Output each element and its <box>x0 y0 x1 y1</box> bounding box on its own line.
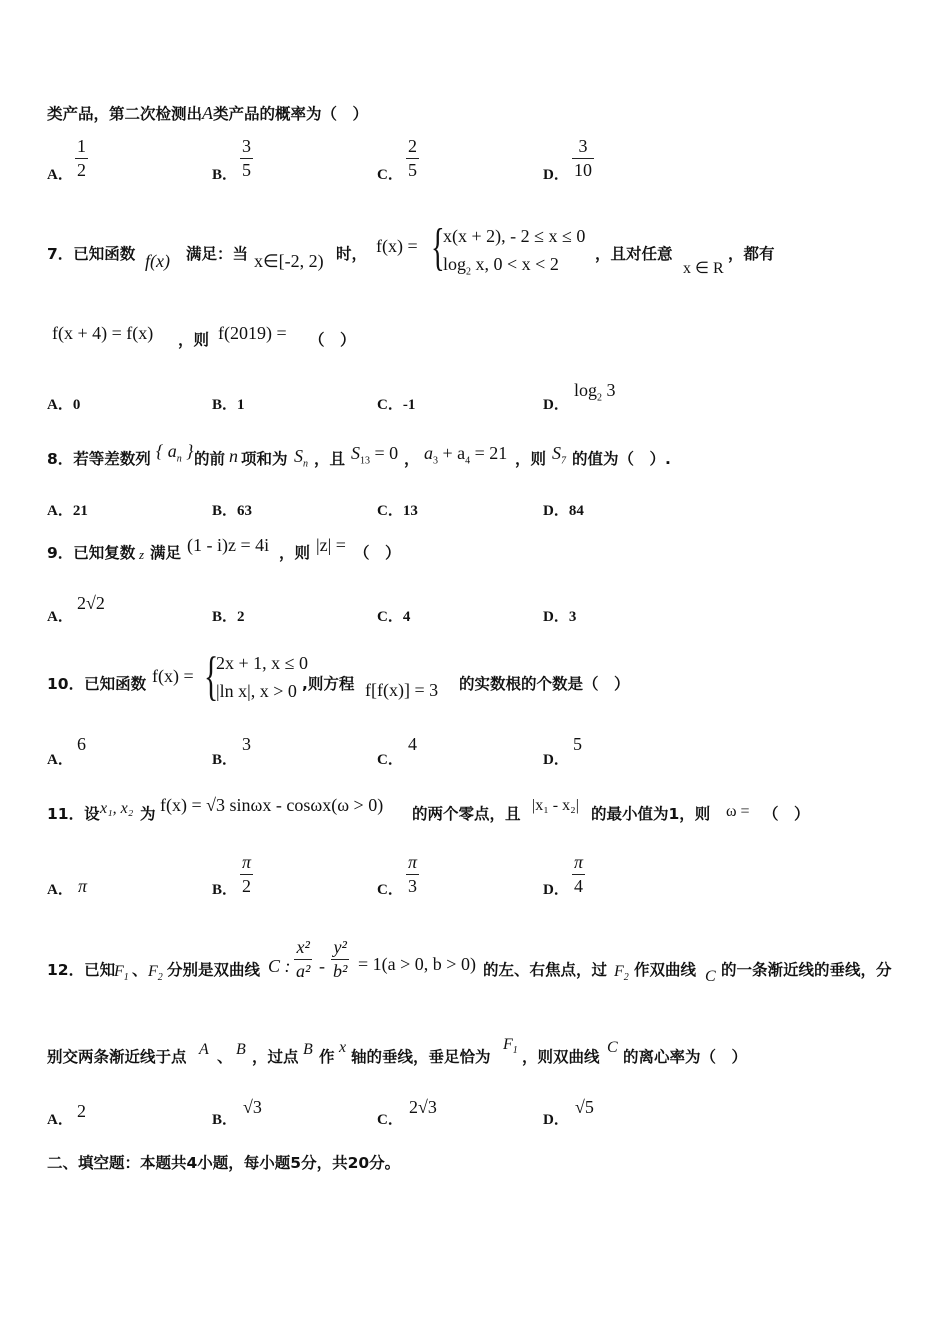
q6-option-a-value: 1 2 <box>77 136 86 180</box>
q12-rhs: = 1(a > 0, b > 0) <box>358 954 476 974</box>
q8-then: ，则 <box>515 450 547 468</box>
q12-bb: B <box>303 1041 313 1058</box>
q10-mid: ,则方程 <box>302 675 355 693</box>
q8-s7: $S_7$ <box>552 443 566 467</box>
q12-sep: 、 <box>132 961 148 979</box>
q8-n: n <box>229 446 238 466</box>
q11-omega: ω = <box>726 803 750 820</box>
q12-option-d-label: D． <box>543 1112 569 1128</box>
q9-option-d: D．3 <box>543 609 577 625</box>
q12-option-c-label: C． <box>377 1112 403 1128</box>
q8-option-d: D．84 <box>543 503 584 519</box>
q9-satisfies: 满足 <box>150 544 182 562</box>
q12-resp: 分别是双曲线 <box>167 961 261 979</box>
q10-tail: 的实数根的个数是（ ） <box>459 675 630 693</box>
q12-option-a-value: 2 <box>77 1101 86 1121</box>
q10-brace: { <box>204 646 219 706</box>
q12-c: C : <box>268 956 291 976</box>
q12-f1b: $F_1$ <box>503 1036 518 1057</box>
q10-option-b-value: 3 <box>242 734 251 754</box>
q10-option-d-label: D． <box>543 752 569 768</box>
q7-option-d-label: D． <box>543 397 569 413</box>
q6-option-b-label: B． <box>212 167 238 183</box>
q9-z: z <box>139 547 145 562</box>
q7-case2: $\log_2 x$, 0 < x < 2 <box>443 253 559 278</box>
q7-have: ，都有 <box>728 245 775 263</box>
q12-b: B <box>236 1041 246 1058</box>
q7-domain: x∈[-2, 2) <box>254 251 324 271</box>
q12-pass: ，过点 <box>252 1048 299 1066</box>
q9-option-a-value: 2√2 <box>77 593 105 613</box>
q8-sn: $S_n$ <box>294 446 308 470</box>
section-2-heading: 二、填空题：本题共4小题，每小题5分，共20分。 <box>47 1154 401 1172</box>
q8-comma: ， <box>404 450 420 468</box>
q10-option-b-label: B． <box>212 752 238 768</box>
q12-option-b-value: √3 <box>243 1097 262 1117</box>
q8-prefix: 8．若等差数列 <box>47 450 151 468</box>
q9-paren: （ ） <box>354 544 401 562</box>
q12-option-c-value: 2√3 <box>409 1097 437 1117</box>
q12-make2: 作 <box>319 1048 335 1066</box>
q10-option-c-label: C． <box>377 752 403 768</box>
q8-sumof: 项和为 <box>241 450 288 468</box>
q7-then: ，则 <box>178 331 210 349</box>
q8-cond2: $a_3 + a_4 = 21$ <box>424 443 508 467</box>
q11-option-d-label: D． <box>543 882 569 898</box>
q9-option-c: C．4 <box>377 609 411 625</box>
q12-option-d-value: √5 <box>575 1097 594 1117</box>
q12-cc: C <box>607 1039 618 1056</box>
q12-x: x <box>339 1039 347 1056</box>
q11-mid: 的两个零点，且 <box>412 805 521 823</box>
q11-tail: 的最小值为1，则 <box>591 805 711 823</box>
q6-option-b-value: 3 5 <box>242 136 251 180</box>
q10-case1: 2x + 1, x ≤ 0 <box>216 653 309 673</box>
q8-option-a: A．21 <box>47 503 88 519</box>
q7-fx: f(x) <box>145 251 170 271</box>
q12-axis: 轴的垂线，垂足恰为 <box>351 1048 491 1066</box>
q6-option-a-label: A． <box>47 167 73 183</box>
q10-option-d-value: 5 <box>573 734 582 754</box>
q12-f1: $F_1$ <box>114 963 129 984</box>
q7-periodic: f(x + 4) = f(x) <box>52 323 154 343</box>
q12-f2: $F_2$ <box>148 963 163 984</box>
q12-x2-over-a2: x² a² <box>296 937 311 981</box>
q9-eq: (1 - i)z = 4i <box>187 535 270 555</box>
q7-option-c: C．-1 <box>377 397 416 413</box>
q12-make: 作双曲线 <box>634 961 697 979</box>
q9-abs: |z| = <box>316 535 346 555</box>
q7-def-lhs: f(x) = <box>376 236 418 256</box>
q7-when: 时， <box>336 245 368 263</box>
q7-brace: { <box>431 219 445 276</box>
q8-and: ，且 <box>314 450 346 468</box>
q11-option-d-value: π 4 <box>574 852 584 896</box>
q12-then: ，则双曲线 <box>522 1048 600 1066</box>
q11-func: f(x) = √3 sinωx - cosωx(ω > 0) <box>160 795 384 815</box>
q6-option-d-label: D． <box>543 167 569 183</box>
q12-ecc: 的离心率为（ ） <box>623 1048 748 1066</box>
q12-cb: C <box>705 968 716 985</box>
q11-option-a-label: A． <box>47 882 73 898</box>
q7-case1: x(x + 2), - 2 ≤ x ≤ 0 <box>443 226 586 246</box>
q11-vars: x₁, x₂ <box>100 800 134 817</box>
q8-option-c: C．13 <box>377 503 418 519</box>
q12-minus: - <box>319 956 325 976</box>
q9-option-a-label: A． <box>47 609 73 625</box>
q7-option-d-value: $\log_2 3$ <box>574 380 616 404</box>
q12-line2-a: 别交两条渐近线于点 <box>47 1048 187 1066</box>
q12-option-a-label: A． <box>47 1112 73 1128</box>
q6-option-c-value: 2 5 <box>408 136 417 180</box>
q7-satisfies: 满足：当 <box>186 245 249 263</box>
q10-cases <box>216 650 308 706</box>
q11-option-a-value: π <box>78 876 88 896</box>
q11-paren: （ ） <box>763 805 810 823</box>
q10-option-a-value: 6 <box>77 734 86 754</box>
q12-prefix: 12．已知 <box>47 961 116 979</box>
q11-option-c-label: C． <box>377 882 403 898</box>
q8-tail: 的值为（ ）. <box>572 450 671 468</box>
q12-sep2: 、 <box>217 1048 233 1066</box>
q11-is: 为 <box>140 805 156 823</box>
q10-lhs: f(x) = <box>152 666 194 686</box>
q8-seq: { $a_n$ } <box>156 441 194 465</box>
q8-cond1: $S_{13} = 0$ <box>351 443 399 467</box>
q10-option-c-value: 4 <box>408 734 417 754</box>
q7-paren: （ ） <box>309 331 356 349</box>
q12-f2b: $F_2$ <box>614 963 629 984</box>
q6-stem: 类产品，第二次检测出A类产品的概率为（ ） <box>47 103 369 123</box>
q7-option-b: B．1 <box>212 397 245 413</box>
q9-then: ，则 <box>279 544 311 562</box>
q12-option-b-label: B． <box>212 1112 238 1128</box>
q11-prefix: 11．设 <box>47 805 100 823</box>
q12-y2-over-b2: y² b² <box>333 937 348 981</box>
q10-prefix: 10．已知函数 <box>47 675 147 693</box>
q11-abs: |x₁ - x₂| <box>532 797 579 814</box>
q12-a: A <box>199 1041 209 1058</box>
q12-asym: 的一条渐近线的垂线，分 <box>721 961 892 979</box>
q7-option-a: A．0 <box>47 397 81 413</box>
q11-option-b-value: π 2 <box>242 852 252 896</box>
q8-front: 的前 <box>194 450 226 468</box>
q6-option-c-label: C． <box>377 167 403 183</box>
q10-case2: |ln x|, x > 0 <box>216 680 297 701</box>
q12-foci: 的左、右焦点，过 <box>483 961 608 979</box>
q6-option-d-value: 3 10 <box>574 136 592 180</box>
q10-eq: f[f(x)] = 3 <box>365 680 439 700</box>
q9-option-b: B．2 <box>212 609 245 625</box>
q7-cases <box>443 223 585 280</box>
q11-option-b-label: B． <box>212 882 238 898</box>
q9-prefix: 9．已知复数 <box>47 544 136 562</box>
q7-any: ，且对任意 <box>595 245 673 263</box>
q8-option-b: B．63 <box>212 503 253 519</box>
q7-x-in-r: x ∈ R <box>683 260 724 277</box>
q11-option-c-value: π 3 <box>408 852 418 896</box>
q10-option-a-label: A． <box>47 752 73 768</box>
q7-prefix: 7．已知函数 <box>47 245 136 263</box>
q7-ask: f(2019) = <box>218 323 287 343</box>
